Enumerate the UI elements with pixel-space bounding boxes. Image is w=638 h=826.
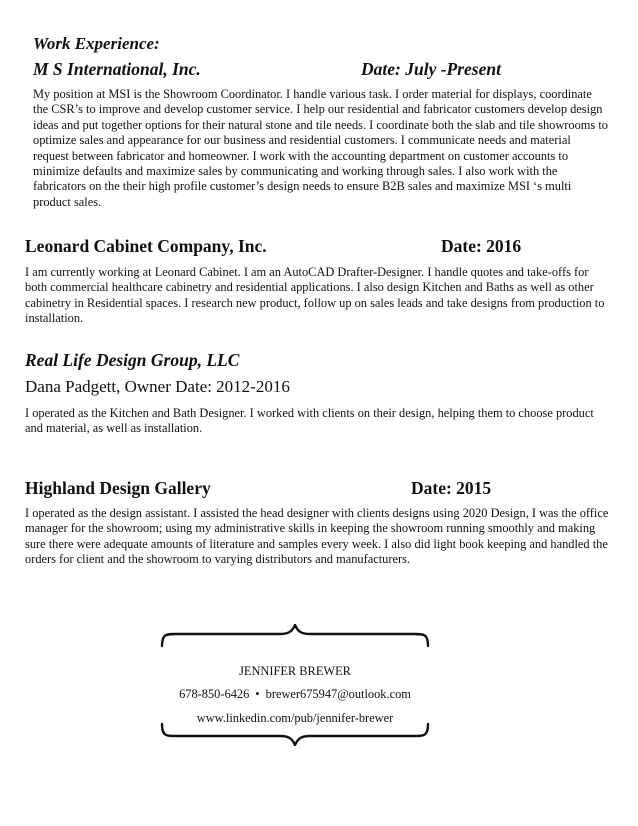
top-brace-decoration (160, 624, 430, 648)
contact-phone: 678-850-6426 (179, 687, 250, 701)
job-description-real-life: I operated as the Kitchen and Bath Designer. I worked with clients on their design, helping them to choose product and material, as well as installation. (25, 406, 594, 436)
job-company-highland: Highland Design Gallery (25, 478, 211, 498)
job-company-msi: M S International, Inc. (33, 59, 201, 79)
job-description-highland: I operated as the design assistant. I assisted the head designer with clients designs using 2020 Design, I was the office manager for the showroom; using my administrative skills in keeping the showroom running smoothly and making sure there were adequate amounts of literature and samples every week. I also did light book keeping and handled the orders for client and the showroom to varying distributors and manufacturers. (25, 506, 609, 567)
job-date-highland: Date: 2015 (411, 478, 492, 498)
job-description-msi: My position at MSI is the Showroom Coordinator. I handle various task. I order material for displays, coordinate the CSR’s to improve and develop customer service. I help our residential and fabricator customers develop design ideas and put together options for their natural stone and tile needs. I coordinate both the slab and tile showrooms to optimize sales and appearance for our business and residential customers. I communicate needs and material request between fabricator and homeowner. I work with the accounting department on customer accounts to minimize defaults and maximize sales by communicating and working through sales. I also work with the fabricators on the their high profile customer’s design needs to ensure B2B sales and maximize MSI ‘s multi product sales. (33, 87, 608, 209)
contact-phone-email-line (160, 687, 430, 702)
job-date-msi: Date: July -Present (361, 59, 501, 79)
job-date-leonard: Date: 2016 (441, 236, 522, 256)
contact-separator: • (255, 687, 260, 701)
contact-name: JENNIFER BREWER (239, 664, 351, 678)
job-description-leonard: I am currently working at Leonard Cabinet. I am an AutoCAD Drafter-Designer. I handle quotes and take-offs for both commercial healthcare cabinetry and residential applications. I also design Kitchen and Baths as well as other cabinetry in Residential spaces. I research new product, follow up on sales leads and take designs from production to installation. (25, 265, 605, 326)
job-company-real-life: Real Life Design Group, LLC (25, 350, 240, 370)
bottom-brace-decoration (160, 722, 430, 746)
contact-email[interactable]: brewer675947@outlook.com (265, 687, 411, 701)
job-company-leonard: Leonard Cabinet Company, Inc. (25, 236, 267, 256)
job-subline-real-life: Dana Padgett, Owner Date: 2012-2016 (25, 377, 290, 396)
section-title: Work Experience: (33, 34, 160, 53)
contact-website[interactable]: www.linkedin.com/pub/jennifer-brewer (196, 711, 394, 725)
